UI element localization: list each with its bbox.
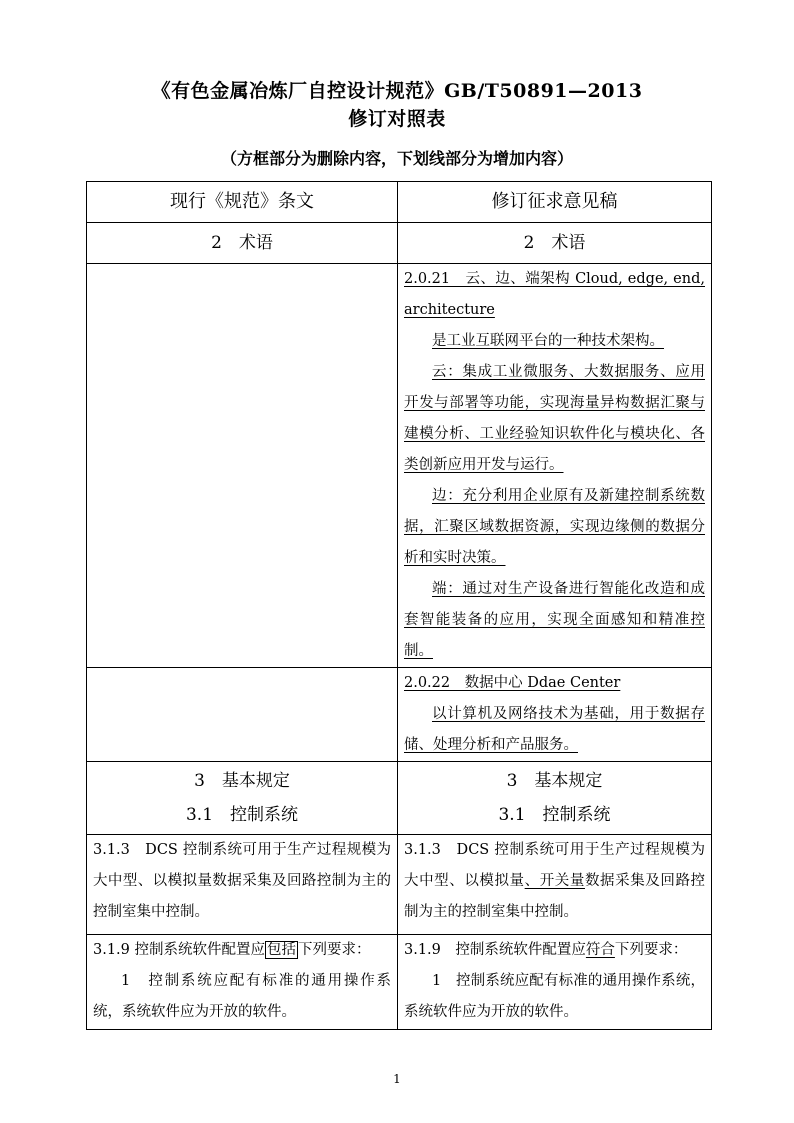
header-current-clause: 现行《规范》条文 <box>87 182 398 223</box>
clause-2-0-21 <box>398 264 712 668</box>
cell-empty <box>87 668 398 762</box>
clause-heading: 2.0.21 云、边、端架构 Cloud, edge, end, architecture <box>404 271 705 318</box>
clause-paragraph: 以计算机及网络技术为基础，用于数据存储、处理分析和产品服务。 <box>404 706 705 753</box>
inserted-text: 符合 <box>585 942 615 958</box>
section-row <box>87 223 712 264</box>
cell-empty <box>87 264 398 668</box>
clause-paragraph: 端：通过对生产设备进行智能化改造和成套智能装备的应用，实现全面感知和精准控制。 <box>404 581 705 659</box>
clause-3-1-9-revised <box>398 935 712 1030</box>
clause-heading: 2.0.22 数据中心 Ddae Center <box>404 675 621 691</box>
clause-text: 下列要求： <box>298 942 371 958</box>
clause-paragraph: 边：充分利用企业原有及新建控制系统数据，汇聚区域数据资源，实现边缘侧的数据分析和实时决策。 <box>404 488 705 566</box>
table-row <box>87 835 712 935</box>
document-subtitle: 修订对照表 <box>348 108 446 130</box>
clause-paragraph: 云：集成工业微服务、大数据服务、应用开发与部署等功能，实现海量异构数据汇聚与建模分析、工业经验知识软件化与模块化、各类创新应用开发与运行。 <box>404 364 705 473</box>
section-title: 3 基本规定 <box>506 771 603 791</box>
table-row <box>87 668 712 762</box>
clause-3-1-3-revised <box>398 835 712 935</box>
revision-comparison-table <box>86 181 712 1030</box>
deleted-text: 包括 <box>267 942 297 958</box>
header-revised-draft: 修订征求意见稿 <box>398 182 712 223</box>
section-2-left: 2 术语 <box>87 223 398 264</box>
clause-3-1-9-current <box>87 935 398 1030</box>
table-header-row <box>87 182 712 223</box>
clause-text: 数据采集及回路控制为主的控制室集中控制。 <box>404 873 706 920</box>
legend-note: （方框部分为删除内容，下划线部分为增加内容） <box>220 149 573 168</box>
section-2-right: 2 术语 <box>398 223 712 264</box>
inserted-text: 、开关量 <box>524 873 585 889</box>
subsection-title: 3.1 控制系统 <box>498 805 611 825</box>
clause-text: 下列要求： <box>614 942 688 958</box>
page-number: 1 <box>393 1072 401 1086</box>
clause-2-0-22 <box>398 668 712 762</box>
section-3-left <box>87 762 398 835</box>
clause-item: 1 控制系统应配有标准的通用操作系统，系统软件应为开放的软件。 <box>404 973 705 1020</box>
clause-text: 3.1.3 DCS 控制系统可用于生产过程规模为大中型、以模拟量 <box>404 842 705 889</box>
clause-text: 3.1.3 DCS 控制系统可用于生产过程规模为大中型、以模拟量数据采集及回路控制为主的控制室集中控制。 <box>93 842 391 920</box>
clause-text: 3.1.9 控制系统软件配置应 <box>404 942 586 958</box>
clause-item: 1 控制系统应配有标准的通用操作系统，系统软件应为开放的软件。 <box>93 973 391 1020</box>
section-row <box>87 762 712 835</box>
section-title: 3 基本规定 <box>194 771 290 791</box>
clause-3-1-3-current <box>87 835 398 935</box>
document-title: 《有色金属冶炼厂自控设计规范》GB/T50891—2013 <box>151 80 643 102</box>
clause-text: 3.1.9 控制系统软件配置应 <box>93 942 266 958</box>
section-3-right <box>398 762 712 835</box>
clause-paragraph: 是工业互联网平台的一种技术架构。 <box>432 333 664 349</box>
table-row <box>87 935 712 1030</box>
subsection-title: 3.1 控制系统 <box>185 805 299 825</box>
table-row <box>87 264 712 668</box>
